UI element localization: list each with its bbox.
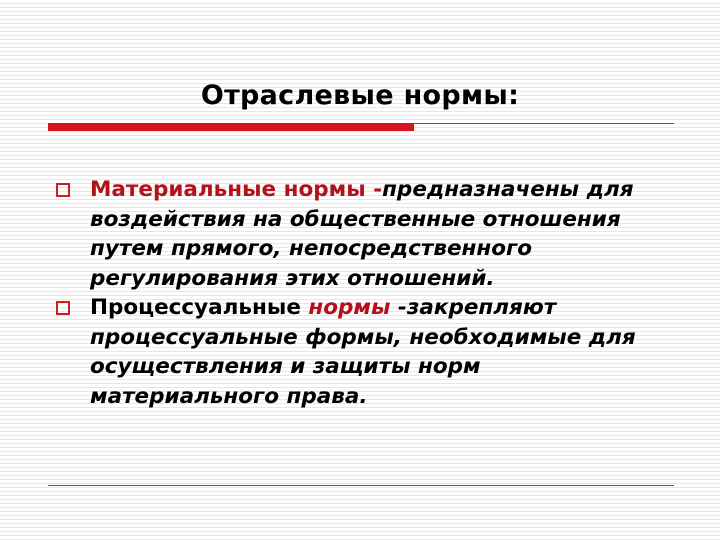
bullet-dash: -: [365, 177, 383, 202]
slide-title: Отраслевые нормы:: [200, 80, 520, 111]
bullet-term-italic: нормы: [300, 295, 391, 320]
hollow-square-icon: [56, 183, 70, 197]
footer-rule: [48, 485, 674, 486]
title-underline-accent: [48, 123, 414, 131]
bullet-item-procedural-norms: [56, 293, 676, 411]
bullet-term: Материальные нормы: [90, 177, 366, 202]
bullet-description: предназначены для воздействия на общественные отношения путем прямого, непосредственного регулирования этих отношений.: [90, 177, 634, 291]
bullet-description: -закрепляют процессуальные формы, необходимые для осуществления и защиты норм материального права.: [90, 295, 636, 409]
bullet-list: [56, 175, 676, 411]
hollow-square-icon: [56, 301, 70, 315]
bullet-item-material-norms: [56, 175, 676, 293]
bullet-term-plain: Процессуальные: [90, 295, 301, 320]
